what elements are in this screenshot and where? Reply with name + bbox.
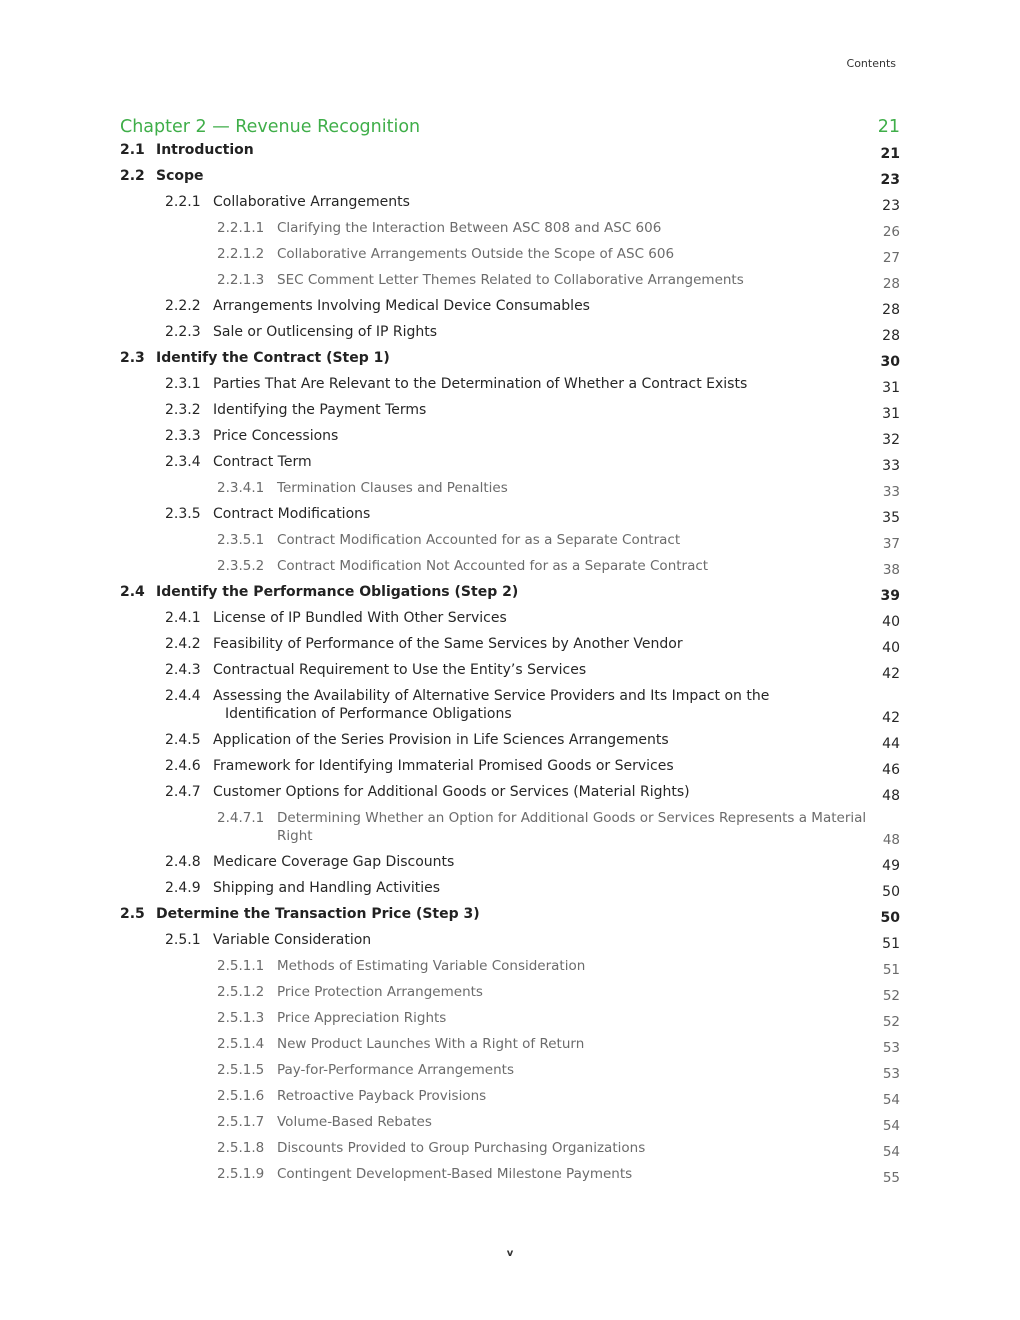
toc-entry-page: 52 [882,988,900,1004]
toc-entry-title: Contract Modifications [213,506,371,522]
toc-entry-level-3[interactable] [120,1113,900,1139]
toc-entry-number: 2.2.1.3 [217,272,265,288]
toc-entry-page: 33 [882,458,900,474]
toc-entry-level-2[interactable] [120,661,900,687]
toc-entry-level-2[interactable] [120,297,900,323]
toc-entry-title-block [213,879,900,905]
toc-entry-title: Medicare Coverage Gap Discounts [213,854,455,870]
toc-entry-number: 2.5.1.6 [217,1088,265,1104]
toc-entry-title-block [277,957,900,983]
toc-entry-page: 48 [882,788,900,804]
toc-entry-number: 2.4.6 [165,758,201,774]
toc-entry-number: 2.4.7.1 [217,810,265,826]
toc-entry-level-3[interactable] [120,245,900,271]
toc-entry-title: Assessing the Availability of Alternative Service Providers and Its Impact on the [213,688,770,704]
toc-entry-number: 2.5.1.3 [217,1010,265,1026]
toc-entry-page: 54 [882,1144,900,1160]
toc-entry-page: 35 [882,510,900,526]
toc-entry-title: Methods of Estimating Variable Consideration [277,958,586,974]
toc-entry-number: 2.5 [120,906,145,922]
chapter-heading[interactable] [120,115,900,141]
toc-entry-number: 2.2.2 [165,298,201,314]
toc-entry-title: SEC Comment Letter Themes Related to Collaborative Arrangements [277,272,744,288]
toc-entry-number: 2.5.1.1 [217,958,265,974]
toc-entry-number: 2.2.1.2 [217,246,265,262]
toc-entry-title: Volume-Based Rebates [277,1114,432,1130]
running-head: Contents [846,57,896,70]
toc-entry-title-block [213,931,900,957]
toc-entry-title-block [277,479,900,505]
toc-entry-title: Determine the Transaction Price (Step 3) [156,906,480,922]
toc-entry-title: Contract Modification Not Accounted for as a Separate Contract [277,558,709,574]
toc-entry-level-2[interactable] [120,731,900,757]
toc-entry-level-3[interactable] [120,1139,900,1165]
toc-entry-level-1[interactable] [120,905,900,931]
toc-entry-number: 2.2 [120,168,145,184]
toc-entry-level-1[interactable] [120,349,900,375]
toc-entry-page: 33 [882,484,900,500]
toc-entry-title-block [213,783,900,809]
toc-entry-title-block [277,219,900,245]
toc-entry-number: 2.5.1.7 [217,1114,265,1130]
toc-entry-title: License of IP Bundled With Other Services [213,610,507,626]
toc-entry-title-block [156,905,480,923]
toc-entry-page: 48 [882,832,900,848]
toc-entry-number: 2.2.3 [165,324,201,340]
toc-entry-title: Variable Consideration [213,932,372,948]
toc-entry-title: Feasibility of Performance of the Same Services by Another Vendor [213,636,683,652]
toc-entry-title-block [277,809,900,853]
toc-entry-title-block [156,167,204,185]
toc-entry-number: 2.3.2 [165,402,201,418]
toc-entry-page: 52 [882,1014,900,1030]
toc-entry-title: Collaborative Arrangements Outside the Scope of ASC 606 [277,246,675,262]
toc-entry-level-2[interactable] [120,687,900,731]
toc-entry-page: 31 [882,380,900,396]
toc-entry-number: 2.4.5 [165,732,201,748]
toc-entry-title-block [213,193,900,219]
toc-entry-page: 32 [882,432,900,448]
toc-entry-title: Arrangements Involving Medical Device Consumables [213,298,590,314]
toc-entry-title: Parties That Are Relevant to the Determination of Whether a Contract Exists [213,376,748,392]
toc-entry-title: Identify the Performance Obligations (Step 2) [156,584,519,600]
toc-entry-title-block [277,531,900,557]
toc-entry-level-3[interactable] [120,1009,900,1035]
toc-entry-number: 2.4.1 [165,610,201,626]
toc-entry-page: 49 [882,858,900,874]
toc-entry-title: Determining Whether an Option for Additional Goods or Services Represents a Material Right [277,810,867,844]
toc-entry-title-block [213,401,900,427]
toc-entry-title-block [277,1009,900,1035]
toc-entry-title-block [213,375,900,401]
toc-entry-title: Price Concessions [213,428,339,444]
toc-entry-title: Contingent Development-Based Milestone Payments [277,1166,633,1182]
toc-entry-number: 2.2.1 [165,194,201,210]
toc-entry-level-1[interactable] [120,167,900,193]
toc-entry-title-block [277,271,900,297]
toc-entry-level-2[interactable] [120,757,900,783]
chapter-page: 21 [877,117,900,137]
toc-entry-title-block [156,349,390,367]
toc-entry-title: New Product Launches With a Right of Return [277,1036,585,1052]
toc-entry-number: 2.4.3 [165,662,201,678]
toc-entry-page: 39 [880,588,900,604]
toc-entry-title: Collaborative Arrangements [213,194,410,210]
toc-entry-number: 2.3.5.1 [217,532,265,548]
toc-entry-number: 2.2.1.1 [217,220,265,236]
toc-entry-title-block [213,609,900,635]
toc-entry-number: 2.3 [120,350,145,366]
toc-entry-title-block [213,505,900,531]
toc-entry-page: 28 [882,328,900,344]
toc-entry-page: 51 [882,936,900,952]
page-number: v [506,1248,514,1259]
toc-entry-page: 42 [882,710,900,726]
toc-entry-title-block [156,141,254,159]
toc-entry-title-block [277,1061,900,1087]
toc-entry-title-block [213,687,900,731]
toc-entry-number: 2.3.5 [165,506,201,522]
toc-entry-level-3[interactable] [120,219,900,245]
toc-entry-number: 2.3.4.1 [217,480,265,496]
toc-entry-title: Pay-for-Performance Arrangements [277,1062,514,1078]
toc-entry-page: 54 [882,1092,900,1108]
toc-entry-title: Introduction [156,142,254,158]
toc-entry-page: 50 [880,910,900,926]
toc-entry-page: 38 [882,562,900,578]
toc-entry-level-3[interactable] [120,1035,900,1061]
toc-entry-level-2[interactable] [120,401,900,427]
toc-entry-page: 46 [882,762,900,778]
toc-entry-level-2[interactable] [120,453,900,479]
toc-entry-page: 23 [880,172,900,188]
toc-entry-level-2[interactable] [120,375,900,401]
toc-entry-number: 2.5.1 [165,932,201,948]
toc-entry-page: 51 [882,962,900,978]
toc-entry-title: Shipping and Handling Activities [213,880,441,896]
toc-entry-title-block [213,297,900,323]
toc-entry-title: Sale or Outlicensing of IP Rights [213,324,438,340]
toc-entry-number: 2.5.1.9 [217,1166,265,1182]
toc-entry-level-3[interactable] [120,1165,900,1191]
toc-entry-title: Application of the Series Provision in Life Sciences Arrangements [213,732,669,748]
toc-entry-number: 2.4.8 [165,854,201,870]
toc-entry-level-2[interactable] [120,193,900,219]
toc-entry-number: 2.4.4 [165,688,201,704]
toc-entry-title-block [156,583,518,601]
toc-entry-title-block [213,323,900,349]
toc-entry-number: 2.4.2 [165,636,201,652]
toc-entry-number: 2.3.5.2 [217,558,265,574]
toc-entry-level-3[interactable] [120,557,900,583]
toc-entry-page: 50 [882,884,900,900]
toc-entry-title-block [277,1139,900,1165]
toc-entry-title: Identify the Contract (Step 1) [156,350,390,366]
toc-entry-title-block [277,1113,900,1139]
toc-entry-level-2[interactable] [120,609,900,635]
toc-entry-title: Customer Options for Additional Goods or Services (Material Rights) [213,784,690,800]
toc-entry-title: Contractual Requirement to Use the Entity’s Services [213,662,587,678]
toc-entry-page: 53 [882,1066,900,1082]
toc-entry-level-3[interactable] [120,479,900,505]
toc-entry-title-block [277,1087,900,1113]
toc-entry-title-block [277,1165,900,1191]
toc-entry-number: 2.5.1.4 [217,1036,265,1052]
toc-entry-title: Retroactive Payback Provisions [277,1088,487,1104]
toc-entry-number: 2.4.9 [165,880,201,896]
chapter-title: Chapter 2 — Revenue Recognition [120,117,421,137]
toc-entry-level-3[interactable] [120,1087,900,1113]
table-of-contents [120,115,900,1191]
toc-entry-number: 2.3.3 [165,428,201,444]
toc-entry-title-block [277,983,900,1009]
toc-entry-page: 23 [882,198,900,214]
toc-entry-page: 28 [882,276,900,292]
toc-entry-title-block [277,557,900,583]
toc-entries [120,141,900,1191]
toc-entry-level-2[interactable] [120,853,900,879]
toc-entry-title: Termination Clauses and Penalties [277,480,508,496]
toc-entry-title-block [213,427,900,453]
toc-entry-title: Clarifying the Interaction Between ASC 808 and ASC 606 [277,220,662,236]
toc-entry-page: 53 [882,1040,900,1056]
toc-entry-number: 2.3.4 [165,454,201,470]
toc-entry-page: 26 [882,224,900,240]
toc-entry-number: 2.1 [120,142,145,158]
toc-entry-page: 37 [882,536,900,552]
toc-entry-level-3[interactable] [120,983,900,1009]
toc-entry-page: 28 [882,302,900,318]
toc-entry-level-3[interactable] [120,957,900,983]
toc-entry-page: 27 [882,250,900,266]
toc-entry-page: 44 [882,736,900,752]
toc-entry-title-block [277,1035,900,1061]
toc-entry-level-1[interactable] [120,583,900,609]
toc-entry-title: Scope [156,168,204,184]
toc-entry-title-block [213,757,900,783]
toc-entry-title: Contract Term [213,454,312,470]
toc-entry-level-2[interactable] [120,879,900,905]
toc-entry-page: 40 [882,640,900,656]
toc-entry-level-3[interactable] [120,271,900,297]
toc-entry-title: Price Protection Arrangements [277,984,483,1000]
toc-entry-number: 2.4.7 [165,784,201,800]
toc-entry-title: Identifying the Payment Terms [213,402,427,418]
toc-entry-title: Discounts Provided to Group Purchasing Organizations [277,1140,646,1156]
toc-entry-title-continued: Identification of Performance Obligations [225,706,512,722]
toc-entry-title-block [213,635,900,661]
toc-entry-title: Framework for Identifying Immaterial Promised Goods or Services [213,758,674,774]
toc-entry-number: 2.5.1.5 [217,1062,265,1078]
toc-entry-level-2[interactable] [120,505,900,531]
toc-entry-level-2[interactable] [120,323,900,349]
toc-entry-level-2[interactable] [120,427,900,453]
toc-entry-level-3[interactable] [120,531,900,557]
toc-entry-number: 2.5.1.2 [217,984,265,1000]
toc-entry-title: Price Appreciation Rights [277,1010,447,1026]
toc-entry-page: 54 [882,1118,900,1134]
toc-entry-level-2[interactable] [120,635,900,661]
toc-entry-page: 55 [882,1170,900,1186]
toc-entry-level-1[interactable] [120,141,900,167]
toc-entry-title: Contract Modification Accounted for as a Separate Contract [277,532,681,548]
toc-entry-number: 2.5.1.8 [217,1140,265,1156]
toc-entry-page: 21 [880,146,900,162]
toc-entry-page: 42 [882,666,900,682]
toc-entry-level-3[interactable] [120,1061,900,1087]
toc-entry-page: 30 [880,354,900,370]
toc-entry-level-2[interactable] [120,931,900,957]
toc-entry-number: 2.4 [120,584,145,600]
toc-entry-page: 40 [882,614,900,630]
toc-entry-title-block [277,245,900,271]
toc-entry-title-block [213,731,900,757]
toc-entry-page: 31 [882,406,900,422]
toc-entry-level-3[interactable] [120,809,900,853]
toc-entry-number: 2.3.1 [165,376,201,392]
toc-entry-title-block [213,453,900,479]
toc-entry-level-2[interactable] [120,783,900,809]
toc-entry-title-block [213,661,900,687]
toc-entry-title-block [213,853,900,879]
